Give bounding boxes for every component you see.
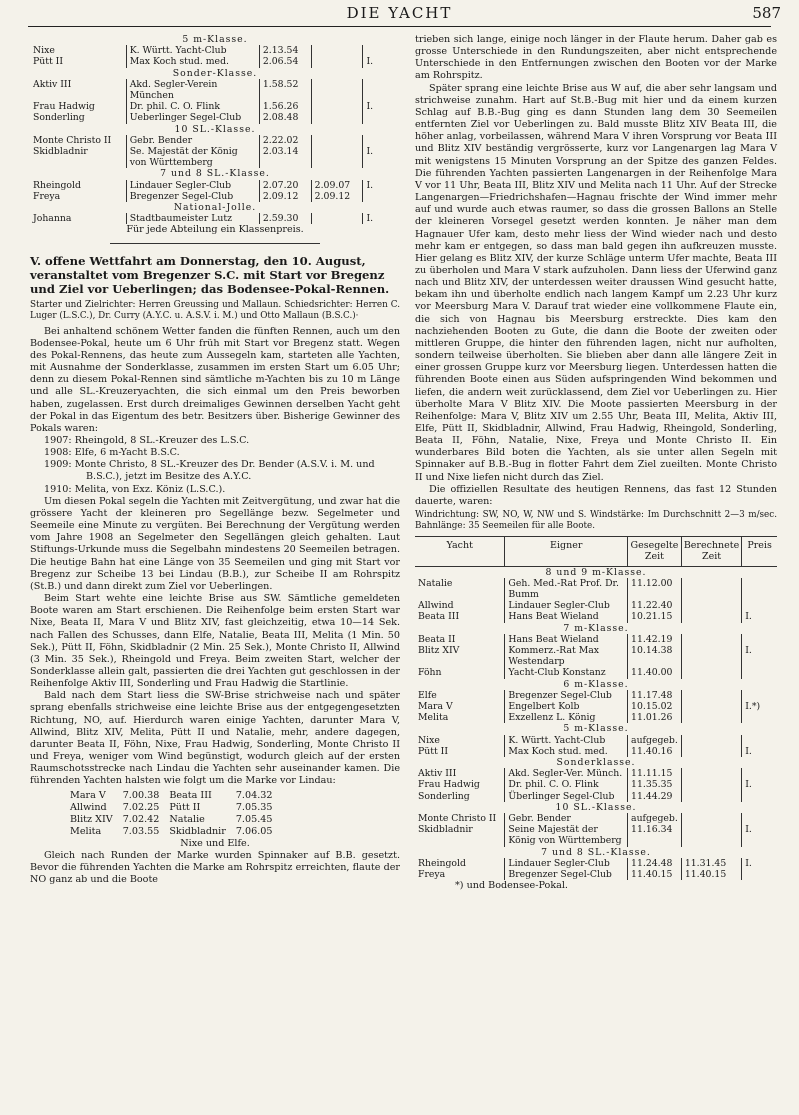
table-row xyxy=(30,135,400,146)
class-heading-row xyxy=(30,168,400,179)
class-label: 8 und 9 m-Klasse. xyxy=(545,566,647,578)
owner-cell: Stadtbaumeister Lutz xyxy=(126,213,259,224)
prize-cell: I. xyxy=(366,101,374,113)
table-row xyxy=(70,826,282,838)
class-label: Sonder-Klasse. xyxy=(172,67,258,79)
owner-cell: Exzellenz L. König xyxy=(505,712,628,723)
yacht-cell: Pütt II xyxy=(418,745,449,757)
sailed-time-cell: 1.58.52 xyxy=(259,79,311,101)
list-item: 1910: Melita, von Exz. Köniz (L.S.C.). xyxy=(44,483,226,495)
sailed-time-cell: 10.21.15 xyxy=(628,611,682,622)
table-row xyxy=(415,779,777,790)
corrected-time-cell xyxy=(681,779,741,790)
class-heading-row xyxy=(30,34,400,45)
running-head xyxy=(0,4,799,26)
column-header-owner: Eigner xyxy=(505,537,628,566)
sailed-time-cell: 2.07.20 xyxy=(259,180,311,191)
corrected-time-cell xyxy=(681,701,741,712)
yacht-name: Pütt II xyxy=(169,801,201,813)
owner-cell: Yacht-Club Konstanz xyxy=(505,667,628,678)
column-header-prize: Preis xyxy=(742,537,777,566)
sailed-time-cell: 11.16.34 xyxy=(628,824,682,846)
class-heading-row xyxy=(415,723,777,734)
yacht-cell: Johanna xyxy=(33,213,72,225)
owner-cell: K. Württ. Yacht-Club xyxy=(505,735,628,746)
corrected-time-cell: 2.09.12 xyxy=(311,191,363,202)
prize-cell xyxy=(742,869,777,880)
class-label: 10 SL.-Klasse. xyxy=(555,801,637,813)
header-rule xyxy=(28,26,771,27)
table-row xyxy=(415,600,777,611)
sailed-time-cell: 1.56.26 xyxy=(259,101,311,112)
corrected-time-cell: 11.31.45 xyxy=(681,858,741,869)
section-divider xyxy=(110,243,320,244)
prize-cell xyxy=(742,690,777,701)
yacht-cell: Aktiv III xyxy=(418,768,457,780)
mark-rounding-times xyxy=(70,790,282,838)
owner-cell: Gebr. Bender xyxy=(505,813,628,824)
owner-cell: Lindauer Segler-Club xyxy=(505,858,628,869)
corrected-time-cell xyxy=(311,213,363,224)
column-header-yacht: Yacht xyxy=(415,537,505,566)
yacht-cell: Föhn xyxy=(418,667,442,679)
class-prize-note: Für jede Abteilung ein Klassenpreis. xyxy=(126,224,304,236)
class-label: 10 SL.-Klasse. xyxy=(174,123,256,135)
yacht-cell: Monte Christo II xyxy=(33,134,112,146)
corrected-time-cell xyxy=(311,146,363,168)
prize-cell xyxy=(742,791,777,802)
prize-cell xyxy=(742,600,777,611)
paragraph: Bei anhaltend schönem Wetter fanden die fünften Rennen, auch um den Bodensee-Pokal, heute um 6 Uhr früh mit Start vor Bregenz statt. Wegen des Pokal-Rennens, das heute zum Aussegeln kam, starteten alle Yachten, mit Ausnahme der Sonderklasse, zusammen im ersten Start um 6.05 Uhr; denn zu diesem Pokal-Rennen sind sämtliche m-Yachten bis zu 10 m Länge und alle SL.-Kreuzeryachten, die sich einmal um den Preis beworben haben, zugelassen. Erst durch dreimaliges Gewinnen derselben Yacht geht der Pokal in das Eigentum des betr. Besitzers über. Bisherige Gewinner des Pokals waren: xyxy=(30,325,400,434)
owner-cell: Lindauer Segler-Club xyxy=(505,600,628,611)
table-row xyxy=(415,645,777,667)
corrected-time-cell xyxy=(681,667,741,678)
wind-note: Windrichtung: SW, NO, W, NW und S. Windstärke: Im Durchschnitt 2—3 m/sec. Bahnlänge: 35 Seemeilen für alle Boote. xyxy=(415,510,777,532)
owner-cell: Bregenzer Segel-Club xyxy=(505,869,628,880)
yacht-cell: Blitz XIV xyxy=(418,644,460,656)
owner-cell: Bregenzer Segel-Club xyxy=(505,690,628,701)
class-label: 5 m-Klasse. xyxy=(182,34,248,45)
sailed-time-cell: 2.03.14 xyxy=(259,146,311,168)
marks-tail: Nixe und Elfe. xyxy=(180,837,250,849)
prize-cell xyxy=(742,578,777,600)
corrected-time-cell xyxy=(681,824,741,846)
corrected-time-cell xyxy=(681,600,741,611)
rounding-time: 7.02.25 xyxy=(122,801,160,813)
paragraph: Um diesen Pokal segeln die Yachten mit Zeitvergütung, und zwar hat die grössere Yacht der kleineren pro Segellänge bezw. Segelmeter und Seemeile eine Minute zu vergüten. Bei Berechnung der Vergütung werden vom Jahre 1908 an Segelmeter den Segellängen gleich gehalten. Laut Stiftungs-Urkunde muss die Segelbahn mindestens 20 Seemeilen betragen. Die heutige Bahn hat eine Länge von 35 Seemeilen und ging mit Start vor Bregenz zur Scheibe 13 bei Lindau (B.B.), zur Scheibe II am Rohrspitz (St.B.) und dann direkt zum Ziel vor Ueberlingen. xyxy=(30,495,400,592)
yacht-cell: Elfe xyxy=(418,689,437,701)
table-row xyxy=(415,746,777,757)
rounding-time: 7.04.32 xyxy=(235,789,273,801)
class-heading-row xyxy=(30,124,400,135)
prize-cell xyxy=(742,768,777,779)
table-row xyxy=(415,858,777,869)
column-header-sailed-time: Gesegelte Zeit xyxy=(628,537,682,566)
sailed-time-cell: 11.40.00 xyxy=(628,667,682,678)
sailed-time-cell: 11.40.15 xyxy=(628,869,682,880)
table-row xyxy=(70,814,282,826)
owner-cell: Max Koch stud. med. xyxy=(126,56,259,67)
corrected-time-cell xyxy=(311,112,363,123)
corrected-time-cell xyxy=(311,79,363,101)
table-row xyxy=(30,112,400,123)
yacht-cell: Skidbladnir xyxy=(418,824,473,836)
prize-cell xyxy=(742,634,777,645)
class-heading-row xyxy=(415,757,777,768)
corrected-time-cell xyxy=(311,56,363,67)
owner-cell: K. Württ. Yacht-Club xyxy=(126,45,259,56)
owner-cell: Dr. phil. C. O. Flink xyxy=(505,779,628,790)
table-row xyxy=(70,802,282,814)
corrected-time-cell xyxy=(681,578,741,600)
results-footnote: *) und Bodensee-Pokal. xyxy=(455,880,568,892)
yacht-cell: Beata III xyxy=(418,611,460,623)
prize-cell xyxy=(742,813,777,824)
corrected-time-cell xyxy=(681,813,741,824)
sailed-time-cell: 11.35.35 xyxy=(628,779,682,790)
rounding-time: 7.06.05 xyxy=(235,825,273,837)
prize-cell: I. xyxy=(745,857,752,869)
corrected-time-cell: 2.09.07 xyxy=(311,180,363,191)
yacht-name: Blitz XIV xyxy=(70,813,113,825)
sailed-time-cell: 11.40.16 xyxy=(628,746,682,757)
prize-cell: I. xyxy=(366,56,374,68)
sailed-time-cell: 2.09.12 xyxy=(259,191,311,202)
sailed-time-cell: 2.59.30 xyxy=(259,213,311,224)
prize-cell xyxy=(363,45,400,56)
owner-cell: Bregenzer Segel-Club xyxy=(126,191,259,202)
prize-cell: I. xyxy=(745,644,752,656)
table-row xyxy=(30,146,400,168)
yacht-cell: Frau Hadwig xyxy=(418,779,480,791)
sailed-time-cell: 2.06.54 xyxy=(259,56,311,67)
page-number: 587 xyxy=(752,4,781,22)
owner-cell: Akd. Segler-Verein München xyxy=(126,79,259,101)
prize-cell: I. xyxy=(366,146,374,158)
class-heading-row xyxy=(415,679,777,690)
paragraph: Gleich nach Runden der Marke wurden Spinnaker auf B.B. gesetzt. Bevor die führenden Yachten die Marke am Rohrspitz erreichten, flaute der NO ganz ab und die Boote xyxy=(30,849,400,886)
table-row xyxy=(30,79,400,101)
page-title: DIE YACHT xyxy=(346,4,453,22)
yacht-cell: Pütt II xyxy=(33,56,64,68)
rounding-time: 7.03.55 xyxy=(122,825,160,837)
class-label: 5 m-Klasse. xyxy=(563,723,629,735)
class-label: 7 und 8 SL.-Klasse. xyxy=(541,846,651,858)
yacht-cell: Frau Hadwig xyxy=(33,101,95,113)
sailed-time-cell: 10.14.38 xyxy=(628,645,682,667)
table-row xyxy=(415,791,777,802)
corrected-time-cell xyxy=(681,611,741,622)
yacht-cell: Mara V xyxy=(418,700,453,712)
yacht-cell: Allwind xyxy=(418,600,454,612)
yacht-name: Mara V xyxy=(70,789,106,801)
class-heading-row xyxy=(30,202,400,213)
table-row xyxy=(30,101,400,112)
table-row xyxy=(415,701,777,712)
rounding-time: 7.02.42 xyxy=(122,813,160,825)
yacht-cell: Freya xyxy=(33,190,61,202)
paragraph: Später sprang eine leichte Brise aus W auf, die aber sehr langsam und strichweise zunahm. Hart auf St.B.-Bug mit hier und da einem kurzen Schlag auf B.B.-Bug ging es dann Stunden lang dem 30 Seemeilen entfernten Ziel vor Ueberlingen zu. Bald musste Blitz XIV Beata III, die höher anlag, vorbeilassen, während Mara V ihren Vorsprung vor Beata III und Blitz XIV beständig vergrösserte, kurz vor Langenargen lag Mara V mit wenigstens 15 Minuten Vorsprung an der Spitze des ganzen Feldes. Die führenden Yachten passierten Langenargen in der Reihenfolge Mara V vor 11 Uhr, Beata III, Blitz XIV und Melita nach 11 Uhr. Auf der Strecke Langenargen—Friedrichshafen—Hagnau frischte der Wind immer mehr auf und wurde auch etwas raumer, so dass die grossen Ballons an Stelle der kleineren Vorsegel gesetzt werden konnten. Je näher man dem Hagnauer Ufer kam, desto mehr liess der Wind wieder nach und desto mehr kam er entgegen, so dass man bald gegen ihn aufkreuzen musste. Hier gelang es Blitz XIV, der kurze Schläge unterm Ufer machte, Beata III zu überholen und Mara V stark aufzuholen. Dann liess der Uferwind ganz nach und Blitz XIV, der unterdessen weiter draussen Wind gesucht hatte, bekam ihn und überholte endlich nach langem Kampf um 2.23 Uhr kurz vor Meersburg Mara V. Darauf trat wieder eine vollkommene Flaute ein, die sich von Hagnau bis Meersburg erstreckte. Dies kam den nachziehenden Booten zu Gute, die dann die Boote der zweiten oder mittleren Gruppe, die hinter den führenden lagen, nicht nur aufholten, sondern teilweise überholten. Sie blieben aber dann alle längere Zeit in einer grossen Gruppe kurz vor Meersburg liegen. Unterdessen hatten die führenden Boote einen aus Süden aufspringenden Wind bekommen und liefen, die andern weit zurücklassend, dem Ziel vor Ueberlingen zu. Hier überholte Mara V Blitz XIV. Die Moote passierten Meersburg in der Reihenfolge: Mara V, Blitz XIV um 2.55 Uhr, Beata III, Melita, Aktiv III, Elfe, Pütt II, Skidbladnir, Allwind, Frau Hadwig, Rheingold, Sonderling, Beata II, Föhn, Natalie, Nixe, Freya und Monte Christo II. Ein wunderbares Bild boten die Yachten, als sie unter allen Segeln mit Spinnaker auf B.B.-Bug in flotter Fahrt dem Ziel zueilten. Monte Christo II und Nixe liefen nicht durch das Ziel. xyxy=(415,82,777,483)
column-header-corrected-time: Berechnete Zeit xyxy=(681,537,741,566)
sailed-time-cell: aufgegeb. xyxy=(628,735,682,746)
owner-cell: Engelbert Kolb xyxy=(505,701,628,712)
owner-cell: Überlinger Segel-Club xyxy=(505,791,628,802)
prize-cell: I. xyxy=(366,179,374,191)
race-heading: V. offene Wettfahrt am Donnerstag, den 10. August, veranstaltet vom Bregenzer S.C. mit Start vor Bregenz und Ziel vor Ueberlingen; das Bodensee-Pokal-Rennen. xyxy=(30,253,390,296)
corrected-time-cell xyxy=(311,101,363,112)
table-header-row xyxy=(415,537,777,566)
yacht-name: Natalie xyxy=(169,813,205,825)
corrected-time-cell xyxy=(311,135,363,146)
sailed-time-cell: 11.24.48 xyxy=(628,858,682,869)
class-heading-row xyxy=(415,623,777,634)
prize-cell xyxy=(363,135,400,146)
cup-winners-list xyxy=(30,435,400,496)
owner-cell: Ueberlinger Segel-Club xyxy=(126,112,259,123)
table-row xyxy=(30,45,400,56)
sailed-time-cell: 11.42.19 xyxy=(628,634,682,645)
prize-cell xyxy=(363,112,400,123)
owner-cell: Hans Beat Wieland xyxy=(505,611,628,622)
results-table-race-v xyxy=(415,536,777,880)
sailed-time-cell: 11.11.15 xyxy=(628,768,682,779)
table-row xyxy=(415,768,777,779)
prize-cell: I. xyxy=(366,213,374,225)
list-item: 1909: Monte Christo, 8 SL.-Kreuzer des Dr. Bender (A.S.V. i. M. und B.S.C.), jetzt im Besitze des A.Y.C. xyxy=(44,459,375,483)
yacht-cell: Sonderling xyxy=(33,112,85,124)
class-heading-row xyxy=(415,847,777,858)
race-officials: Starter und Zielrichter: Herren Greussing und Mallaun. Schiedsrichter: Herren C. Luger (L.S.C.), Dr. Curry (A.Y.C. u. A.S.V. i. M.) und Otto Mallaun (B.S.C.)· xyxy=(30,299,400,321)
paragraph: trieben sich lange, einige noch länger in der Flaute herum. Daher gab es grosse Unterschiede in den Rundungszeiten, aber nicht entsprechende Unterschiede in den Entfernungen zwischen den Booten vor der Marke am Rohrspitz. xyxy=(415,34,777,82)
table-row xyxy=(415,578,777,600)
table-row xyxy=(30,213,400,224)
class-label: Sonderklasse. xyxy=(556,756,636,768)
yacht-cell: Melita xyxy=(418,712,449,724)
class-label: 6 m-Klasse. xyxy=(563,678,629,690)
table-row xyxy=(30,56,400,67)
corrected-time-cell xyxy=(681,690,741,701)
class-heading-row xyxy=(30,68,400,79)
owner-cell: Gebr. Bender xyxy=(126,135,259,146)
sailed-time-cell: aufgegeb. xyxy=(628,813,682,824)
yacht-cell: Rheingold xyxy=(418,857,466,869)
table-row xyxy=(415,813,777,824)
corrected-time-cell xyxy=(681,791,741,802)
yacht-name: Beata III xyxy=(169,789,212,801)
table-row xyxy=(415,712,777,723)
prize-cell: I. xyxy=(745,824,752,836)
table-row xyxy=(415,611,777,622)
corrected-time-cell xyxy=(311,45,363,56)
class-label: 7 m-Klasse. xyxy=(563,622,629,634)
table-row xyxy=(415,869,777,880)
owner-cell: Akd. Segler-Ver. Münch. xyxy=(505,768,628,779)
table-row xyxy=(415,634,777,645)
list-item: 1907: Rheingold, 8 SL.-Kreuzer des L.S.C. xyxy=(44,435,250,447)
sailed-time-cell: 10.15.02 xyxy=(628,701,682,712)
yacht-cell: Skidbladnir xyxy=(33,146,88,158)
yacht-cell: Aktiv III xyxy=(33,78,72,90)
yacht-cell: Natalie xyxy=(418,577,453,589)
sailed-time-cell: 11.22.40 xyxy=(628,600,682,611)
owner-cell: Max Koch stud. med. xyxy=(505,746,628,757)
table-row xyxy=(70,790,282,802)
yacht-cell: Nixe xyxy=(33,45,55,57)
sailed-time-cell: 2.08.48 xyxy=(259,112,311,123)
corrected-time-cell xyxy=(681,645,741,667)
yacht-name: Allwind xyxy=(70,801,107,813)
prize-cell xyxy=(742,712,777,723)
table-row xyxy=(415,690,777,701)
class-label: 7 und 8 SL.-Klasse. xyxy=(160,168,270,180)
prize-cell: I. xyxy=(745,745,752,757)
prize-cell xyxy=(363,79,400,101)
left-column xyxy=(30,34,400,886)
table-row xyxy=(415,735,777,746)
yacht-name: Melita xyxy=(70,825,102,837)
corrected-time-cell xyxy=(681,634,741,645)
prize-cell xyxy=(742,667,777,678)
prize-cell xyxy=(742,735,777,746)
paragraph: Die offiziellen Resultate des heutigen Rennens, das fast 12 Stunden dauerte, waren: xyxy=(415,483,777,507)
sailed-time-cell: 11.12.00 xyxy=(628,578,682,600)
prize-cell xyxy=(363,191,400,202)
corrected-time-cell xyxy=(681,768,741,779)
yacht-cell: Rheingold xyxy=(33,179,81,191)
yacht-cell: Beata II xyxy=(418,633,456,645)
class-label: National-Jolle. xyxy=(173,202,257,214)
yacht-cell: Monte Christo II xyxy=(418,812,497,824)
table-row xyxy=(30,191,400,202)
owner-cell: Seine Majestät der König von Württemberg xyxy=(505,824,628,846)
sailed-time-cell: 11.17.48 xyxy=(628,690,682,701)
class-heading-row xyxy=(415,566,777,578)
sailed-time-cell: 2.13.54 xyxy=(259,45,311,56)
paragraph: Bald nach dem Start liess die SW-Brise strichweise nach und später sprang ebenfalls strichweise eine leichte Brise aus der entgegengesetzten Richtung, NO, auf. Hierdurch waren einige Yachten, darunter Mara V, Allwind, Blitz XIV, Melita, Pütt II und Natalie, mehr, andere dagegen, darunter Beata II, Föhn, Nixe, Frau Hadwig, Sonderling, Monte Christo II und Freya, weniger vom Wind begünstigt, wodurch gleich auf der ersten Raumschotsstrecke nach Lindau die Yachten sehr auseinander kamen. Die führenden Yachten halsten wie folgt um die Marke vor Lindau: xyxy=(30,690,400,787)
owner-cell: Dr. phil. C. O. Flink xyxy=(126,101,259,112)
yacht-cell: Nixe xyxy=(418,734,440,746)
owner-cell: Se. Majestät der König von Württemberg xyxy=(126,146,259,168)
owner-cell: Lindauer Segler-Club xyxy=(126,180,259,191)
prize-cell: I. xyxy=(745,611,752,623)
table-row xyxy=(30,180,400,191)
owner-cell: Kommerz.-Rat Max Westendarp xyxy=(505,645,628,667)
yacht-name: Skidbladnir xyxy=(169,825,226,837)
sailed-time-cell: 11.44.29 xyxy=(628,791,682,802)
table-row xyxy=(415,667,777,678)
owner-cell: Hans Beat Wieland xyxy=(505,634,628,645)
corrected-time-cell xyxy=(681,746,741,757)
prize-cell: I. xyxy=(745,779,752,791)
corrected-time-cell: 11.40.15 xyxy=(681,869,741,880)
right-column xyxy=(415,34,777,892)
list-item: 1908: Elfe, 6 m-Yacht B.S.C. xyxy=(44,447,180,459)
prize-cell: I.*) xyxy=(745,700,761,712)
rounding-time: 7.05.45 xyxy=(235,813,273,825)
rounding-time: 7.05.35 xyxy=(235,801,273,813)
paragraph: Beim Start wehte eine leichte Brise aus SW. Sämtliche gemeldeten Boote waren am Start erschienen. Die Reihenfolge beim ersten Start war Nixe, Beata II, Mara V und Blitz XIV, fast gleichzeitig, etwa 10—14 Sek. nach Fallen des Schusses, dann Elfe, Natalie, Beata III, Melita (1 Min. 50 Sek.), Pütt II, Föhn, Skidbladnir (2 Min. 25 Sek.), Monte Christo II, Allwind (3 Min. 35 Sek.), Rheingold und Freya. Beim zweiten Start, welcher der Sonderklasse allein galt, passierten die drei Yachten gut geschlossen in der Reihenfolge Aktiv III, Sonderling und Frau Hadwig die Startlinie. xyxy=(30,593,400,690)
class-heading-row xyxy=(415,802,777,813)
sailed-time-cell: 11.01.26 xyxy=(628,712,682,723)
results-table-race-iv xyxy=(30,34,400,224)
sailed-time-cell: 2.22.02 xyxy=(259,135,311,146)
corrected-time-cell xyxy=(681,735,741,746)
corrected-time-cell xyxy=(681,712,741,723)
rounding-time: 7.00.38 xyxy=(122,789,160,801)
owner-cell: Geh. Med.-Rat Prof. Dr. Bumm xyxy=(505,578,628,600)
table-row xyxy=(415,824,777,846)
yacht-cell: Freya xyxy=(418,868,446,880)
yacht-cell: Sonderling xyxy=(418,790,470,802)
